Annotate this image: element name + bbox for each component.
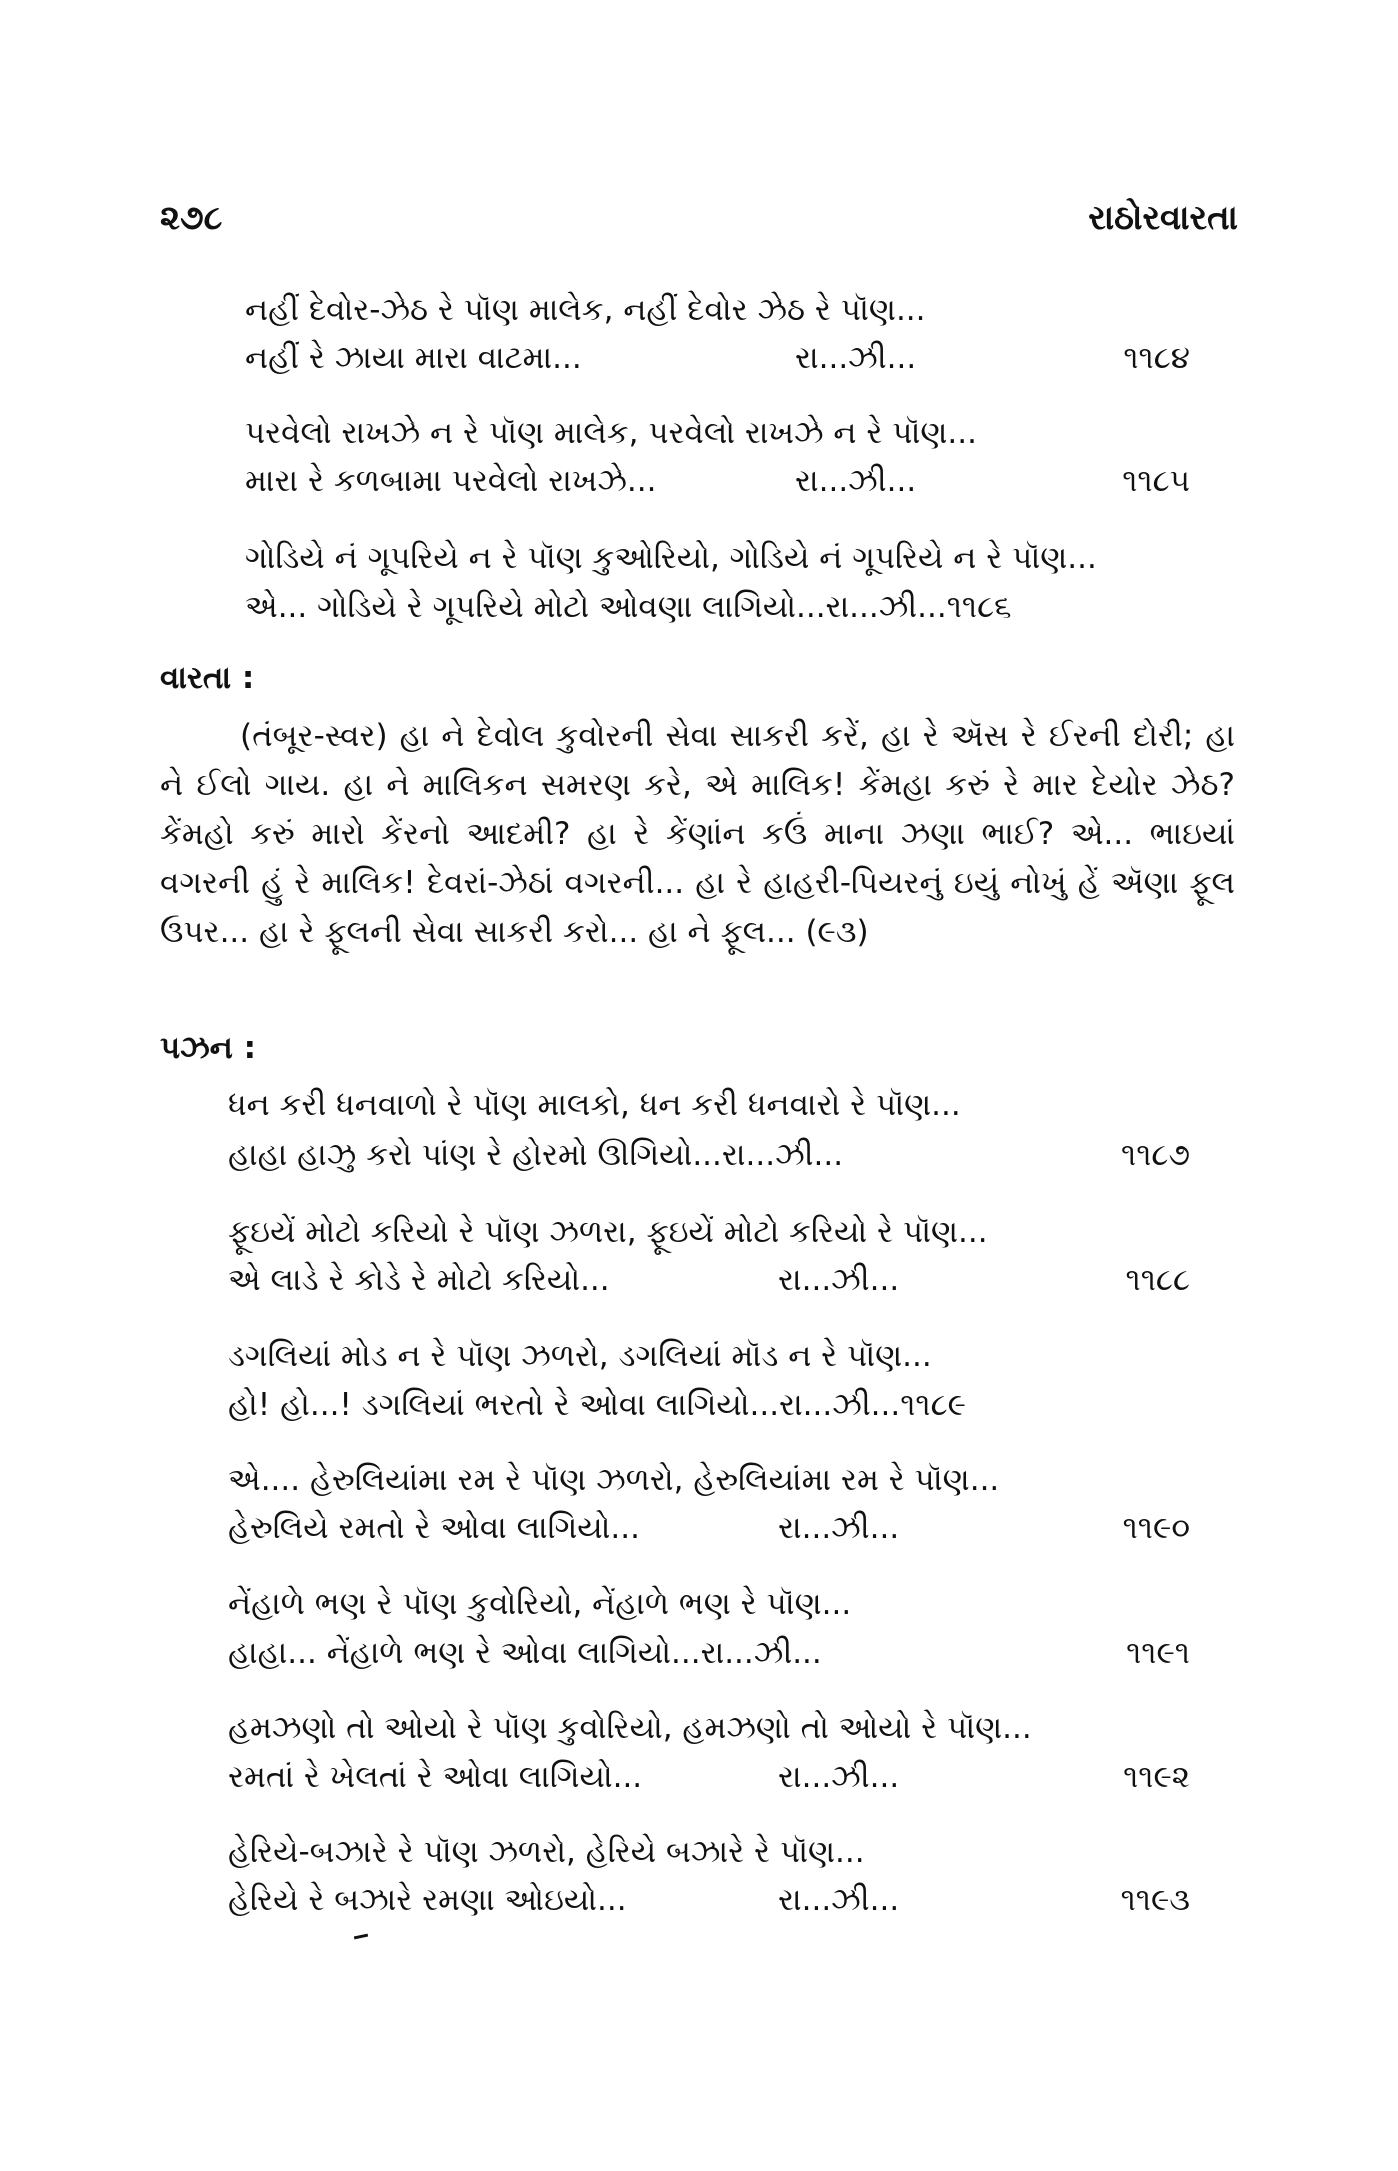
verse-line bbox=[245, 338, 1190, 378]
verse-line bbox=[228, 1460, 1190, 1500]
verse-line bbox=[228, 1880, 1190, 1920]
verse-number: ૧૧૯૩ bbox=[1120, 1882, 1190, 1918]
verse-text: એ... ગોડિયે રે ગૂપરિયે મોટો ઓવણા લાગિયો...રા...ઝી...૧૧૮૬ bbox=[245, 589, 1012, 625]
verse-text: હાહા હાઝુ કરો પાંણ રે હોરમો ઊગિયો...રા...ઝી... bbox=[228, 1137, 844, 1173]
verse-refrain: રા...ઝી... bbox=[795, 340, 917, 376]
verse-line bbox=[228, 1212, 1190, 1252]
verse-line bbox=[228, 1336, 1190, 1376]
verse-line bbox=[245, 461, 1190, 501]
pajan-heading: પઝન : bbox=[160, 1030, 256, 1066]
running-title: રાઠોરવારતા bbox=[1088, 198, 1238, 238]
verse-text: ધન કરી ધનવાળો રે પૉણ માલકો, ધન કરી ધનવારો રે પૉણ... bbox=[228, 1087, 961, 1123]
verse-text: નેંહાળે ભણ રે પૉણ કુવોરિયો, નેંહાળે ભણ રે પૉણ... bbox=[228, 1586, 852, 1622]
verse-text: પરવેલો રાખઝે ન રે પૉણ માલેક, પરવેલો રાખઝે ન રે પૉણ... bbox=[245, 415, 977, 451]
verse-text: રમતાં રે ખેલતાં રે ઓવા લાગિયો... bbox=[228, 1759, 643, 1795]
verse-number: ૧૧૮૭ bbox=[1121, 1137, 1190, 1173]
verse-refrain: રા...ઝી... bbox=[778, 1510, 900, 1546]
verse-number: ૧૧૮૫ bbox=[1122, 463, 1190, 499]
verse-number: ૧૧૮૮ bbox=[1125, 1262, 1190, 1298]
verse-line bbox=[228, 1385, 1190, 1425]
verse-text: મારા રે કળબામા પરવેલો રાખઝે... bbox=[245, 463, 657, 499]
verse-refrain: રા...ઝી... bbox=[795, 463, 917, 499]
verse-text: નહીં દેવોર-ઝેઠ રે પૉણ માલેક, નહીં દેવોર ઝેઠ રે પૉણ... bbox=[245, 292, 926, 328]
verse-number: ૧૧૮૪ bbox=[1123, 340, 1190, 376]
verse-text: હો! હો...! ડગલિયાં ભરતો રે ઓવા લાગિયો...રા...ઝી...૧૧૮૯ bbox=[228, 1387, 967, 1423]
stray-ink-mark bbox=[354, 1934, 368, 1940]
page-number: ૨૭૮ bbox=[160, 198, 223, 238]
verse-line bbox=[245, 413, 1190, 453]
varta-heading: વારતા : bbox=[160, 660, 255, 696]
verse-refrain: રા...ઝી... bbox=[778, 1759, 900, 1795]
verse-number: ૧૧૯૦ bbox=[1122, 1510, 1190, 1546]
verse-text: ગોડિયે નં ગૂપરિયે ન રે પૉણ કુઓરિયો, ગોડિયે નં ગૂપરિયે ન રે પૉણ... bbox=[245, 540, 1097, 576]
verse-text: હાહા... નેંહાળે ભણ રે ઓવા લાગિયો...રા...ઝી... bbox=[228, 1635, 822, 1671]
verse-line bbox=[228, 1832, 1190, 1872]
verse-line bbox=[245, 538, 1190, 578]
verse-text: ફૂઇયેં મોટો કરિયો રે પૉણ ઝળરા, ફૂઇયેં મોટો કરિયો રે પૉણ... bbox=[228, 1214, 988, 1250]
page-header bbox=[160, 198, 1238, 248]
verse-line bbox=[245, 290, 1190, 330]
verse-number: ૧૧૯૧ bbox=[1126, 1635, 1190, 1671]
verse-text: નહીં રે ઝાયા મારા વાટમા... bbox=[245, 340, 582, 376]
verse-line bbox=[228, 1508, 1190, 1548]
verse-line bbox=[228, 1708, 1190, 1748]
verse-text: ડગલિયાં મોડ ન રે પૉણ ઝળરો, ડગલિયાં મૉડ ન રે પૉણ... bbox=[228, 1338, 932, 1374]
verse-text: હેરિયે-બઝારે રે પૉણ ઝળરો, હેરિયે બઝારે રે પૉણ... bbox=[228, 1834, 865, 1870]
verse-text: હેરુલિયે રમતો રે ઓવા લાગિયો... bbox=[228, 1510, 640, 1546]
verse-line bbox=[228, 1260, 1190, 1300]
verse-refrain: રા...ઝી... bbox=[778, 1882, 900, 1918]
verse-line bbox=[228, 1085, 1190, 1125]
verse-text: હેરિયે રે બઝારે રમણા ઓઇયો... bbox=[228, 1882, 627, 1918]
verse-text: એ લાડે રે કોડે રે મોટો કરિયો... bbox=[228, 1262, 610, 1298]
verse-line bbox=[228, 1584, 1190, 1624]
varta-paragraph: (તંબૂર-સ્વર) હા ને દેવોલ કુવોરની સેવા સાકરી કરેં, હા રે ઍસ રે ઈરની દોરી; હા ને ઈલો ગાય. હા ને માલિકન સમરણ કરે, એ માલિક! કેંમહા કરું રે માર દેયોર ઝેઠ? કેંમહો કરું મારો કેંરનો આદમી? હા રે કેંણાંન કઉં માના ઝણા ભાઈ? એ... ભાઇયાં વગરની હું રે માલિક! દેવરાં-ઝેઠાં વગરની... હા રે હાહરી-પિયરનું ઇયું નોખું હેં ઍણા ફૂલ ઉપર... હા રે ફૂલની સેવા સાકરી કરો... હા ને ફૂલ... (૯૩) bbox=[160, 718, 1235, 950]
verse-line bbox=[228, 1633, 1190, 1673]
verse-line bbox=[228, 1135, 1190, 1175]
verse-text: એ.... હેરુલિયાંમા રમ રે પૉણ ઝળરો, હેરુલિયાંમા રમ રે પૉણ... bbox=[228, 1462, 1000, 1498]
verse-number: ૧૧૯૨ bbox=[1123, 1759, 1190, 1795]
verse-line bbox=[228, 1757, 1190, 1797]
verse-refrain: રા...ઝી... bbox=[778, 1262, 900, 1298]
verse-text: હમઝણો તો ઓયો રે પૉણ કુવોરિયો, હમઝણો તો ઓયો રે પૉણ... bbox=[228, 1710, 1032, 1746]
verse-line bbox=[245, 587, 1190, 627]
